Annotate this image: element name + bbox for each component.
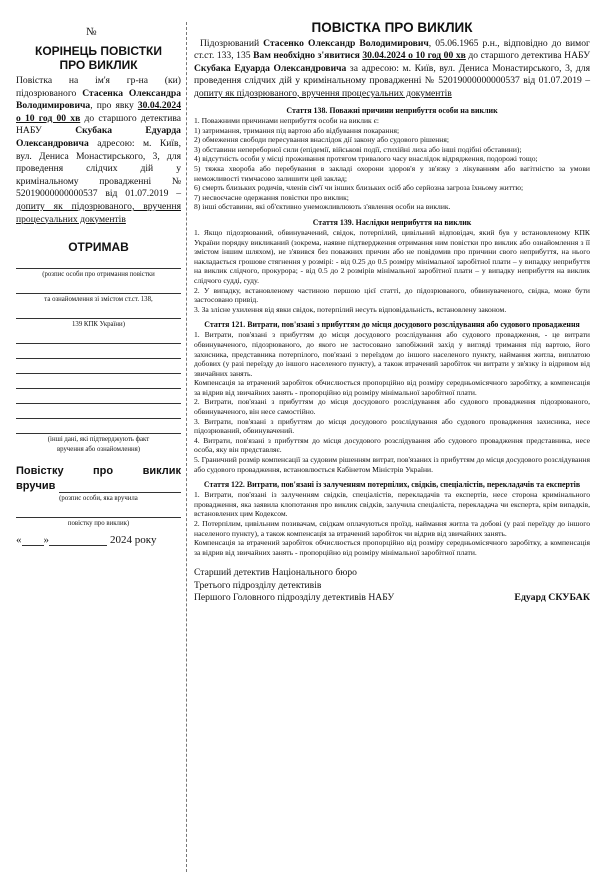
date-month-field[interactable] — [49, 535, 107, 546]
deliverer-signature-line[interactable] — [59, 478, 181, 493]
notice-intro — [194, 38, 590, 100]
article-139-title: Стаття 139. Наслідки неприбуття на виклик — [312, 217, 472, 227]
article-121-p0: 1. Витрати, пов'язані з прибуттям до місця досудового розслідування або судового провадження, - це витрати обвинуваченого, підозрюваного, до якого не застосовано запобіжний захід у вигляді тримання під вартою, його захисника, представника потерпілого, пов'язані з переїздом до іншого населеного пункту, наймання житла, виплатою добових (у разі переїзду до іншого населеного пункту), а також втрачений заробіток чи витрати у зв'язку із відривом від звичайних занять. — [194, 330, 590, 378]
notice-person-name: Стасенко Олександр Володимирович — [263, 38, 429, 49]
stub-title-line1: КОРІНЕЦЬ ПОВІСТКИ — [35, 44, 162, 58]
stub-body-2: , про явку — [90, 100, 138, 112]
recipient-caption: (розпис особи про отримання повістки — [42, 271, 155, 279]
article-138-body — [194, 116, 590, 212]
signature-line2: Третього підрозділу детективів — [194, 579, 322, 591]
article-138-p4: 4) відсутність особи у місці проживання протягом тривалого часу внаслідок відрядження, подорожі тощо; — [194, 154, 538, 164]
notice-intro-4: за адресою: м. Київ, вул. Дениса Монастирського, 3, для проведення слідчих дій у кримінальному провадженні № 52019000000000537 від 01.07.2019 – — [194, 62, 590, 87]
cut-line — [186, 22, 187, 872]
acquainted-caption: та ознайомлення зі змістом ст.ст. 138, — [44, 296, 153, 304]
article-138-p5: 5) тяжка хвороба або перебування в закладі охорони здоров'я у зв'язку з лікуванням або вагітністю за умови неможливості тимчасово залишити цей заклад; — [194, 164, 590, 183]
article-122-p2: Компенсація за втрачений заробіток обчислюється пропорційно від розміру середньомісячного заробітку, а компенсація за відрив від звичайних занять - пропорційно від розміру мінімальної заробітної плати. — [194, 538, 590, 557]
notice-purpose: допиту як підозрюваного, вручення процесуальних документів — [194, 87, 452, 99]
article-122-p1: 2. Потерпілим, цивільним позивачам, свідкам оплачуються проїзд, наймання житла та добові (у разі переїзду до іншого населеного пункту), а також компенсація за втрачений заробіток чи відрив від звичайних занять. — [194, 519, 590, 538]
stub-number: № — [86, 26, 97, 38]
article-122-p0: 1. Витрати, пов'язані із залученням свідків, спеціалістів, перекладачів та експертів, несе сторона кримінального провадження, яка заявила клопотання про виклик свідків, залучила спеціаліста, перекладача чи експерта, крім випадків, встановлених цим Кодексом. — [194, 490, 590, 519]
article-138-p0: 1. Поважними причинами неприбуття особи на виклик є: — [194, 116, 380, 126]
delivered-title-line1: Повістку про виклик — [16, 465, 181, 478]
date-close-quote: » — [43, 534, 49, 547]
article-121-title: Стаття 121. Витрати, пов'язані з прибуттям до місця досудового розслідування або судового провадження — [204, 320, 580, 330]
acquainted-line[interactable] — [16, 279, 181, 294]
article-138-p1: 1) затримання, тримання під вартою або відбування покарання; — [194, 125, 400, 135]
stub-body — [16, 75, 181, 226]
recipient-signature-line[interactable] — [16, 254, 181, 269]
stub-body-1: Повістка на ім'я гр-на (ки) підозрюваного — [16, 75, 181, 99]
notice-appear-datetime: 30.04.2024 о 10 год 00 хв — [362, 50, 466, 62]
delivered-title — [16, 464, 181, 493]
article-138-p3: 3) обставини непереборної сили (епідемії, військові події, стихійні лиха або інші подібні обставини); — [194, 144, 522, 154]
article-122-title: Стаття 122. Витрати, пов'язані із залученням потерпілих, свідків, спеціалістів, перекладачів та експертів — [203, 480, 581, 490]
blank-line-4[interactable] — [16, 374, 181, 389]
article-138-title: Стаття 138. Поважні причини неприбуття особи на виклик — [286, 106, 498, 116]
stub-detective-name: Скубака Едуарда Олександровича — [16, 125, 181, 149]
notice-detective-name: Скубака Едуарда Олександровича — [194, 62, 347, 74]
deliverer-caption-1: (розпис особи, яка вручила — [59, 495, 138, 503]
signature-line1: Старший детектив Національного бюро — [194, 567, 357, 579]
signature-name: Едуард СКУБАК — [514, 592, 590, 604]
stub-body-3: до старшого детектива НАБУ — [16, 112, 181, 137]
deliverer-line[interactable] — [16, 503, 181, 518]
subpoena-stub — [16, 26, 181, 546]
article-138-p6: 6) смерть близьких родичів, членів сім'ї чи інших близьких осіб або серйозна загроза їхньому життю; — [194, 183, 524, 193]
blank-line-3[interactable] — [16, 359, 181, 374]
article-121-p5: 5. Граничний розмір компенсації за судовим рішенням витрат, пов'язаних із прибуттям до місця досудового розслідування або судового провадження, встановлюється Кабінетом Міністрів України. — [194, 455, 590, 474]
blank-line-1[interactable] — [16, 329, 181, 344]
blank-line-5[interactable] — [16, 389, 181, 404]
confirm-caption-2: вручення або ознайомлення) — [56, 446, 141, 454]
delivery-date — [16, 534, 181, 546]
date-day-field[interactable] — [22, 535, 44, 546]
delivered-title-line2 — [16, 478, 181, 493]
article-139-p1: 2. У випадку, встановленому частиною першою цієї статті, до підозрюваного, обвинуваченого, свідка, може бути застосовано привід. — [194, 285, 590, 305]
notice-intro-2: , 05.06.1965 р.н., відповідно до вимог ст.ст. 133, 135 — [194, 38, 590, 62]
signature-line3: Першого Головного підрозділу детективів НАБУ — [194, 592, 395, 604]
stub-appear-datetime: 30.04.2024 о 10 год 00 хв — [16, 100, 181, 124]
stub-purpose: допиту як підозрюваного, вручення процесуальних документів — [16, 200, 181, 225]
blank-line-2[interactable] — [16, 344, 181, 359]
notice-intro-3: до старшого детектива НАБУ — [465, 50, 590, 62]
article-139-p0: 1. Якщо підозрюваний, обвинувачений, свідок, потерпілий, цивільний відповідач, який був у встановленому КПК України порядку викликаний (зокрема, наявне підтвердження отримання ним повістки про виклик або ознайомлення з її змістом іншим шляхом), не з'явився без поважних причин або не повідомив про причини свого неприбуття, на нього накладається грошове стягнення у розмірі: - від 0.25 до 0.5 розміру мінімальної заробітної плати – у випадку неприбуття на виклик слідчого, прокурора; - від 0.5 до 2 розмірів мінімальної заробітної плати – у випадку неприбуття на виклик слідчого судді, суду. — [194, 227, 590, 285]
article-139-p2: 3. За злісне ухилення від явки свідок, потерпілий несуть відповідальність, встановлену законом. — [194, 304, 507, 314]
subpoena-notice — [194, 20, 590, 605]
deliverer-caption-2: повістку про виклик) — [67, 520, 130, 528]
delivered-title-word: вручив — [16, 480, 56, 493]
notice-title: ПОВІСТКА ПРО ВИКЛИК — [311, 20, 473, 35]
date-open-quote: « — [16, 534, 22, 547]
article-121-p3: 3. Витрати, пов'язані з прибуттям до місця досудового розслідування або судового провадження захисника, несе підозрюваний, обвинувачений. — [194, 416, 590, 436]
cpc-line[interactable] — [16, 304, 181, 319]
article-139-body — [194, 228, 590, 314]
article-138-p7: 7) несвоєчасне одержання повістки про виклик; — [194, 192, 349, 202]
article-121-p1: Компенсація за втрачений заробіток обчислюється пропорційно від розміру середньомісячного заробітку, а компенсація за відрив від звичайних занять - пропорційно від розміру мінімальної заробітної плати. — [194, 378, 590, 397]
stub-title-line2: ПРО ВИКЛИК — [59, 58, 138, 72]
stub-person-name: Стасенка Олександра Володимировича — [16, 87, 181, 112]
signature-block — [194, 567, 590, 605]
article-122-body — [194, 490, 590, 557]
article-138-p8: 8) інші обставини, які об'єктивно унеможливлюють з'явлення особи на виклик. — [194, 202, 451, 212]
blank-line-7[interactable] — [16, 419, 181, 434]
blank-line-6[interactable] — [16, 404, 181, 419]
notice-must-appear: Вам необхідно з'явитися — [253, 50, 363, 62]
notice-intro-1: Підозрюваний — [200, 38, 264, 49]
confirm-caption-1: (інші дані, які підтверджують факт — [47, 436, 150, 444]
cpc-caption: 139 КПК України) — [72, 321, 125, 329]
stub-title — [16, 44, 181, 72]
article-121-body — [194, 330, 590, 474]
article-121-p2: 2. Витрати, пов'язані з прибуттям до місця досудового розслідування або судового провадження підозрюваного, обвинуваченого, він несе самостійно. — [194, 397, 590, 417]
stub-body-4: адресою: м. Київ, вул. Дениса Монастирського, 3, для проведення слідчих дій у кримінальному провадженні № 52019000000000537 від 01.07.2019 – — [16, 137, 181, 200]
date-year: 2024 року — [110, 534, 157, 547]
received-title: ОТРИМАВ — [68, 240, 129, 255]
article-121-p4: 4. Витрати, пов'язані з прибуттям до місця досудового розслідування або судового провадження представника, несе особа, яку він представляє. — [194, 435, 590, 455]
article-138-p2: 2) обмеження свободи пересування внаслідок дії закону або судового рішення; — [194, 135, 449, 145]
